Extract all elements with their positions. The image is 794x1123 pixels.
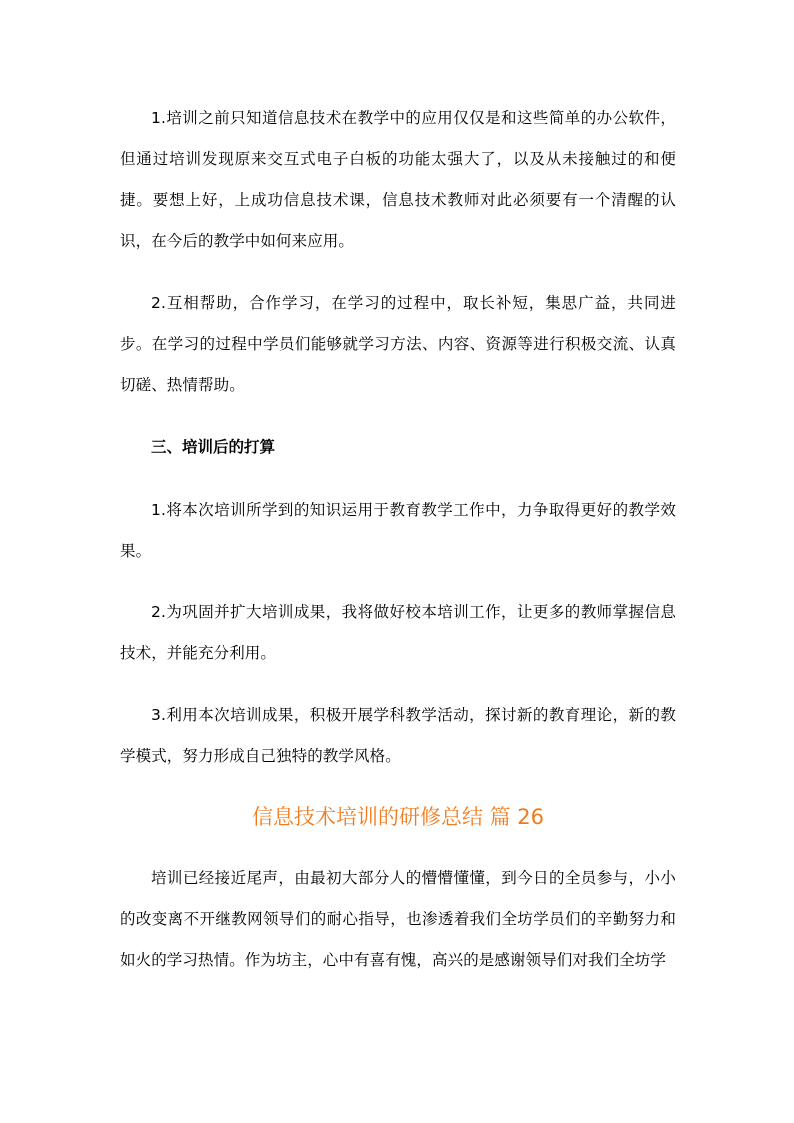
section-title: 信息技术培训的研修总结 篇 26: [251, 805, 545, 829]
paragraph-training-insight: 1.培训之前只知道信息技术在教学中的应用仅仅是和这些简单的办公软件，但通过培训发现原来交互式电子白板的功能太强大了，以及从未接触过的和便捷。要想上好，上成功信息技术课，信息技术教师对此必须要有一个清醒的认识，在今后的教学中如何来应用。: [120, 109, 676, 250]
paragraph-mutual-help: 2.互相帮助，合作学习，在学习的过程中，取长补短，集思广益，共同进步。在学习的过程中学员们能够就学习方法、内容、资源等进行积极交流、认真切磋、热情帮助。: [120, 294, 676, 394]
paragraph-plan-school-training: 2.为巩固并扩大培训成果，我将做好校本培训工作，让更多的教师掌握信息技术，并能充分利用。: [120, 603, 676, 662]
paragraph-plan-teaching-style: 3.利用本次培训成果，积极开展学科教学活动，探讨新的教育理论，新的教学模式，努力形成自己独特的教学风格。: [120, 706, 676, 765]
paragraph-plan-apply-knowledge: 1.将本次培训所学到的知识运用于教育教学工作中，力争取得更好的教学效果。: [120, 501, 676, 560]
heading-post-training-plan: 三、培训后的打算: [151, 438, 276, 456]
paragraph-training-summary: 培训已经接近尾声，由最初大部分人的懵懵懂懂，到今日的全员参与，小小的改变离不开继教网领导们的耐心指导，也渗透着我们全坊学员们的辛勤努力和如火的学习热情。作为坊主，心中有喜有愧，高兴的是感谢领导们对我们全坊学: [120, 869, 676, 969]
